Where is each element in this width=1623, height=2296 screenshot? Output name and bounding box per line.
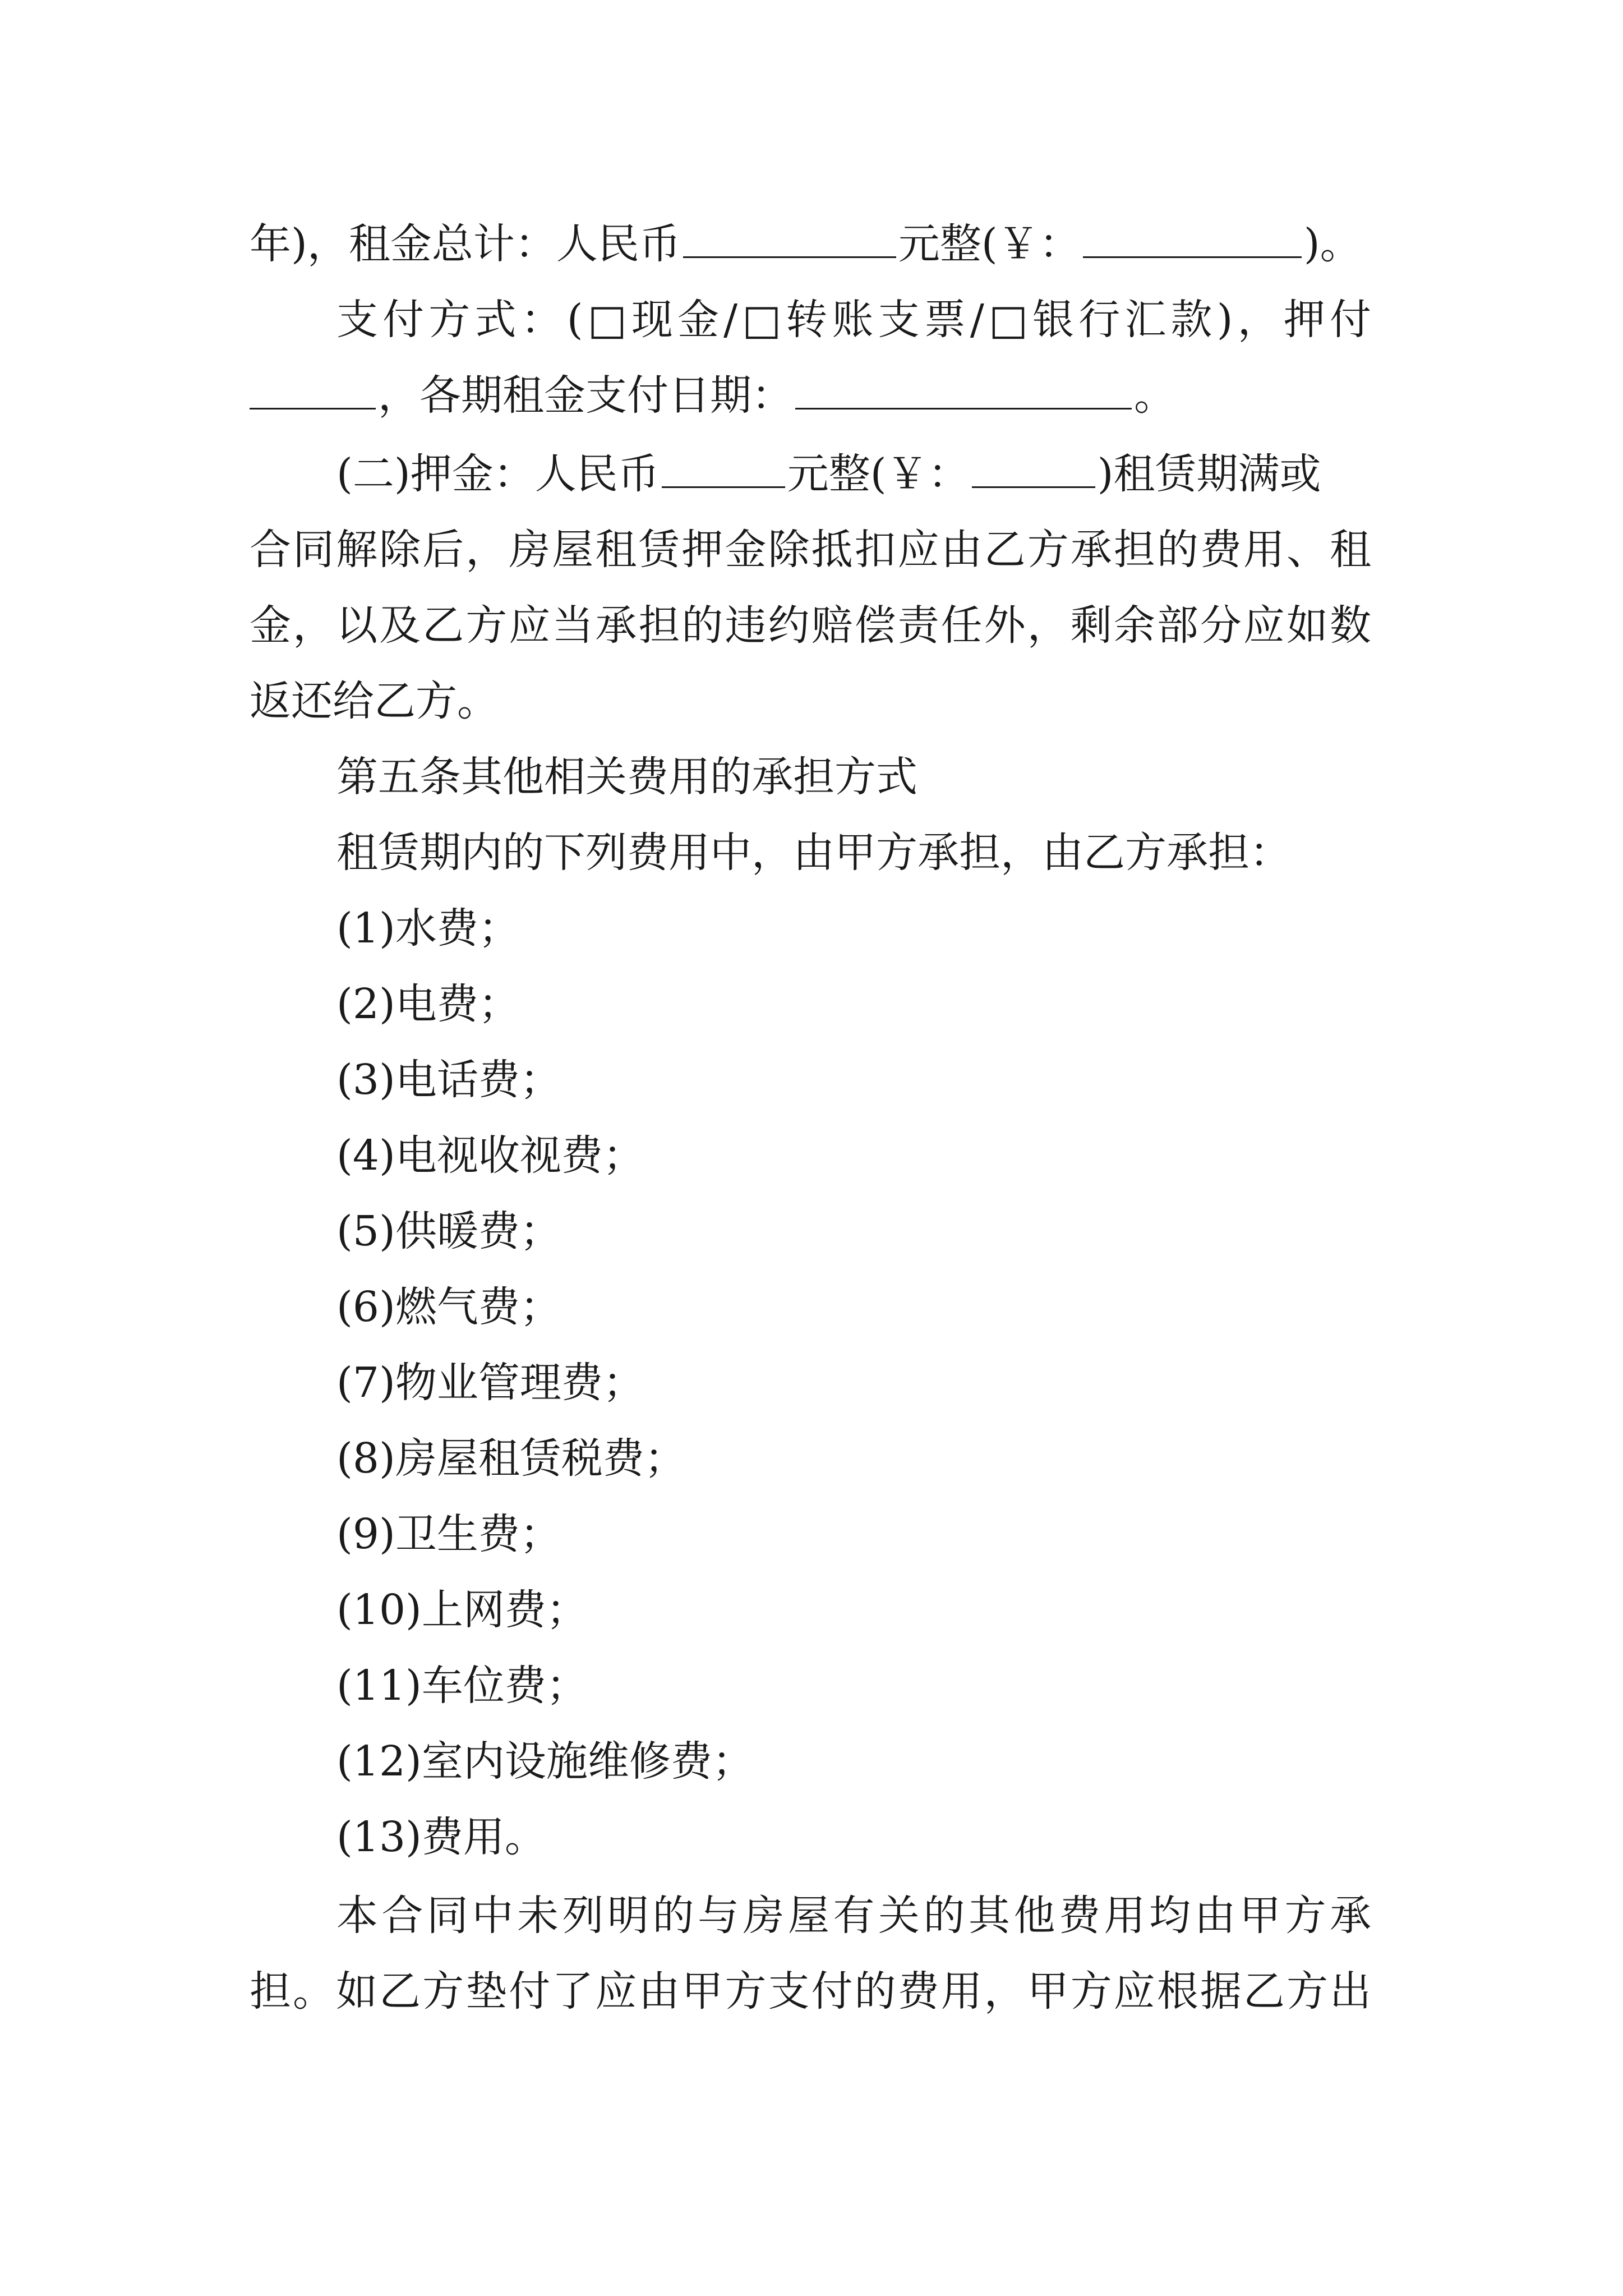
fee-item-text: (1)水费； — [336, 904, 520, 953]
fee-item-text: (5)供暖费； — [336, 1207, 561, 1255]
payment-date-line — [250, 367, 1175, 424]
article-5-heading — [336, 749, 917, 805]
fee-item-text: (6)燃气费； — [336, 1283, 561, 1331]
article-5-title: 第五条其他相关费用的承担方式 — [336, 753, 917, 801]
closing-text-2: 担。如乙方垫付了应由甲方支付的费用，甲方应根据乙方出 — [250, 1967, 1371, 2016]
deposit-amount-blank[interactable] — [662, 447, 785, 488]
deposit-line-4 — [250, 673, 499, 729]
deposit-text-2: 合同解除后，房屋租赁押金除抵扣应由乙方承担的费用、租 — [250, 526, 1371, 574]
rent-total-suffix: )。 — [1303, 220, 1362, 268]
rent-total-line — [250, 216, 1362, 272]
payment-method-text: 支付方式：(□现金/□转账支票/□银行汇款)，押付 — [336, 296, 1371, 344]
deposit-text-4: 返还给乙方。 — [250, 677, 499, 725]
fee-item-text: (8)房屋租赁税费； — [336, 1434, 686, 1483]
deposit-text-3: 金，以及乙方应当承担的违约赔偿责任外，剩余部分应如数 — [250, 601, 1371, 650]
fee-item — [336, 1658, 588, 1714]
fee-item — [336, 900, 520, 956]
closing-line-2 — [250, 1963, 1371, 2019]
fee-item — [336, 976, 520, 1032]
closing-text-1: 本合同中未列明的与房屋有关的其他费用均由甲方承 — [336, 1892, 1371, 1940]
fee-item-text: (3)电话费； — [336, 1056, 561, 1104]
payment-date-suffix: 。 — [1134, 371, 1175, 420]
closing-line-1 — [336, 1888, 1371, 1944]
fee-item — [336, 1733, 754, 1789]
deposit-line-2 — [250, 522, 1371, 578]
fee-item — [336, 1582, 588, 1638]
rent-total-middle: 元整(￥： — [898, 220, 1081, 268]
deposit-months-blank[interactable] — [250, 369, 376, 409]
article-5-intro-line — [336, 825, 1291, 881]
fee-item-text: (7)物业管理费； — [336, 1359, 644, 1407]
fee-item — [336, 1052, 561, 1108]
fee-item-text: (9)卫生费； — [336, 1510, 561, 1558]
fee-item — [336, 1809, 546, 1865]
article-5-intro: 租赁期内的下列费用中，由甲方承担，由乙方承担： — [336, 829, 1291, 877]
fee-item — [336, 1430, 686, 1487]
payment-method-line — [336, 292, 1371, 348]
payment-date-blank[interactable] — [795, 369, 1132, 409]
deposit-line — [336, 446, 1321, 502]
rent-total-number-blank[interactable] — [1083, 217, 1302, 258]
rent-total-amount-blank[interactable] — [683, 217, 896, 258]
deposit-prefix: (二)押金：人民币 — [336, 450, 660, 498]
fee-item-text: (10)上网费； — [336, 1586, 588, 1634]
deposit-number-blank[interactable] — [972, 447, 1095, 488]
fee-item — [336, 1203, 561, 1259]
fee-item — [336, 1506, 561, 1562]
fee-item — [336, 1355, 644, 1411]
fee-item-text: (11)车位费； — [336, 1662, 588, 1710]
fee-item-text: (12)室内设施维修费； — [336, 1737, 754, 1786]
fee-item-text: (13)费用。 — [336, 1813, 546, 1861]
fee-item — [336, 1279, 561, 1335]
payment-date-text: ，各期租金支付日期： — [378, 371, 793, 420]
rent-total-prefix: 年)，租金总计：人民币 — [250, 220, 681, 268]
fee-item-text: (4)电视收视费； — [336, 1131, 644, 1180]
deposit-suffix: )租赁期满或 — [1097, 450, 1321, 498]
deposit-middle: 元整(￥： — [787, 450, 970, 498]
fee-item-text: (2)电费； — [336, 980, 520, 1028]
fee-item — [336, 1128, 644, 1184]
deposit-line-3 — [250, 597, 1371, 654]
